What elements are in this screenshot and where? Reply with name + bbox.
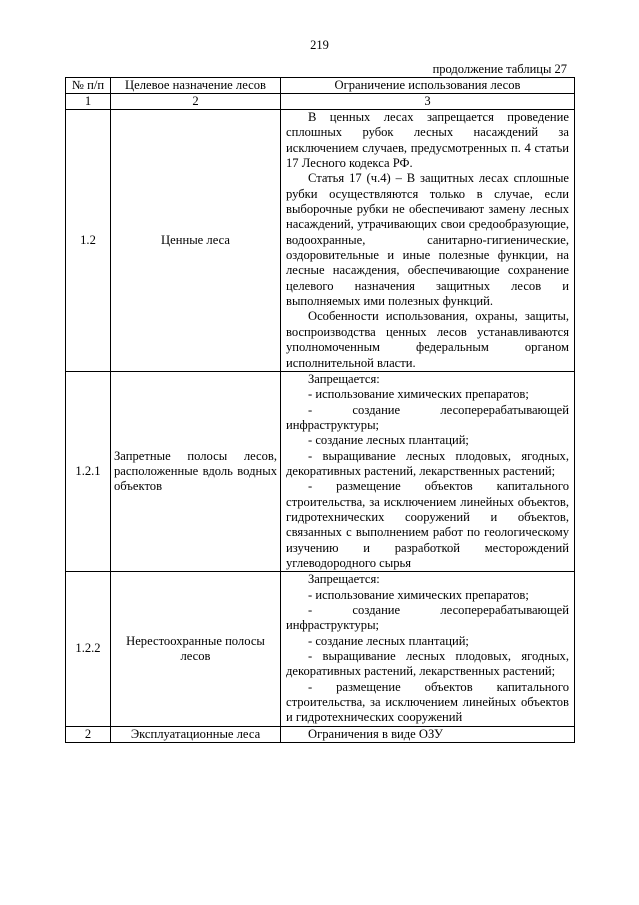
table-row	[66, 371, 575, 571]
row-restriction	[281, 726, 575, 742]
restriction-item: - создание лесоперерабатывающей инфраструктуры;	[286, 402, 569, 432]
row-num: 1.2.2	[66, 572, 111, 726]
index-3: 3	[281, 94, 575, 110]
restriction-paragraph: В ценных лесах запрещается проведение сплошных рубок лесных насаждений за исключением случаев, предусмотренных п. 4 статьи 17 Лесного кодекса РФ.	[286, 110, 569, 171]
row-num: 1.2.1	[66, 371, 111, 571]
restriction-item: - использование химических препаратов;	[308, 387, 529, 402]
restriction-item: - выращивание лесных плодовых, ягодных, декоративных растений, лекарственных растений;	[286, 649, 569, 679]
header-num: № п/п	[66, 78, 111, 94]
restriction-paragraph: Запрещается:	[308, 572, 380, 587]
header-restriction: Ограничение использования лесов	[281, 78, 575, 94]
restriction-item: - размещение объектов капитального строительства, за исключением линейных объектов, гидротехнических сооружений и объектов, связанных с выполнением работ по геологическому изучению и разработкой месторождений углеводородного сырья	[286, 479, 569, 570]
restriction-item: - создание лесных плантаций;	[308, 433, 469, 448]
restriction-paragraph: Статья 17 (ч.4) – В защитных лесах сплошные рубки осуществляются только в случае, если выборочные рубки не обеспечивают замену лесных насаждений, утрачивающих свои средообразующие, водоохранные, санитарно-гигиенические, оздоровительные и иные полезные функции, на лесные насаждения, обеспечивающие сохранение целевого назначения защитных лесов и выполняемых ими полезных функций.	[286, 171, 569, 309]
table-row	[66, 110, 575, 372]
row-restriction	[281, 572, 575, 726]
table-continuation-caption: продолжение таблицы 27	[432, 62, 567, 76]
column-index-row	[66, 94, 575, 110]
restriction-item: - создание лесоперерабатывающей инфраструктуры;	[286, 603, 569, 633]
row-purpose: Ценные леса	[111, 110, 281, 372]
row-restriction	[281, 371, 575, 571]
page-number: 219	[310, 38, 329, 52]
row-num: 1.2	[66, 110, 111, 372]
table-row	[66, 572, 575, 726]
row-restriction	[281, 110, 575, 372]
row-purpose: Нерестоохранные полосы лесов	[111, 572, 281, 726]
row-purpose-text: Запретные полосы лесов, расположенные вдоль водных объектов	[114, 448, 277, 494]
table-header-row	[66, 78, 575, 94]
restriction-item: - выращивание лесных плодовых, ягодных, декоративных растений, лекарственных растений;	[286, 448, 569, 478]
restrictions-table	[65, 77, 575, 743]
restriction-paragraph: Особенности использования, охраны, защиты, воспроизводства ценных лесов устанавливаются уполномоченным федеральным органом исполнительной власти.	[286, 309, 569, 370]
row-purpose	[111, 371, 281, 571]
row-num: 2	[66, 726, 111, 742]
index-2: 2	[111, 94, 281, 110]
restriction-item: - размещение объектов капитального строительства, за исключением линейных объектов и гидротехнических сооружений	[286, 679, 569, 725]
restriction-item: - использование химических препаратов;	[308, 587, 529, 602]
header-purpose: Целевое назначение лесов	[111, 78, 281, 94]
index-1: 1	[66, 94, 111, 110]
table-row	[66, 726, 575, 742]
restriction-paragraph: Ограничения в виде ОЗУ	[308, 726, 443, 741]
restriction-paragraph: Запрещается:	[308, 371, 380, 386]
restriction-item: - создание лесных плантаций;	[308, 633, 469, 648]
row-purpose: Эксплуатационные леса	[111, 726, 281, 742]
